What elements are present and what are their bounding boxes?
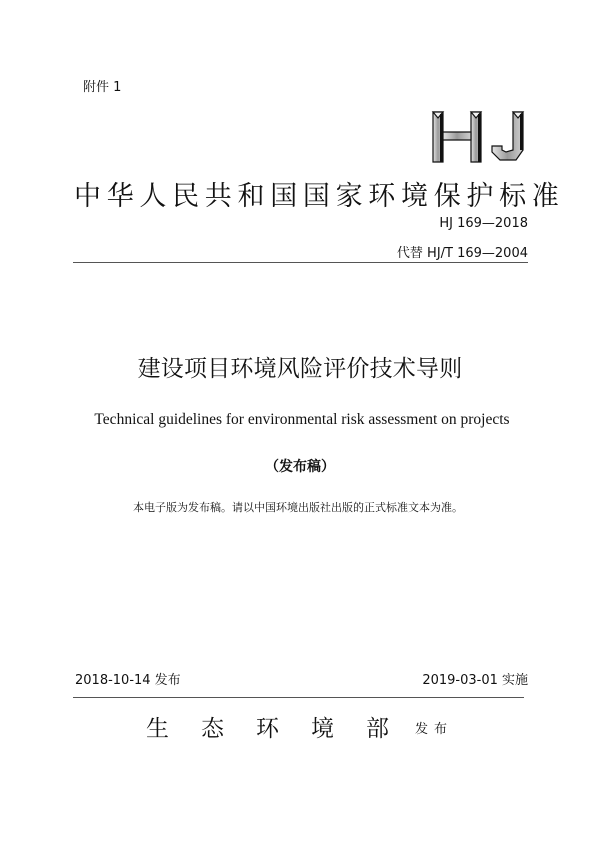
issuer-char: 生 (146, 716, 169, 742)
effective-date: 2019-03-01 实施 (422, 673, 528, 688)
issuer-char: 态 (201, 716, 224, 742)
attachment-label: 附件 1 (83, 80, 122, 95)
document-title-english: Technical guidelines for environmental risk assessment on projects (94, 411, 510, 428)
standard-number: HJ 169—2018 (439, 216, 528, 231)
edition-notice: 本电子版为发布稿。请以中国环境出版社出版的正式标准文本为准。 (133, 502, 463, 514)
issuer-char: 环 (256, 716, 279, 742)
document-status: （发布稿） (265, 459, 335, 475)
issuer-char: 部 (366, 716, 389, 742)
document-title: 建设项目环境风险评价技术导则 (137, 356, 463, 382)
hj-logo-icon (430, 108, 530, 166)
issuer-action: 发布 (415, 722, 454, 737)
issuing-authority (146, 710, 421, 743)
standard-category-title: 中华人民共和国国家环境保护标准 (74, 181, 565, 212)
footer-divider (73, 697, 524, 698)
publish-date: 2018-10-14 发布 (75, 673, 181, 688)
issuer-char: 境 (311, 716, 334, 742)
header-divider (73, 262, 528, 263)
replaces-standard: 代替 HJ/T 169—2004 (396, 246, 528, 261)
